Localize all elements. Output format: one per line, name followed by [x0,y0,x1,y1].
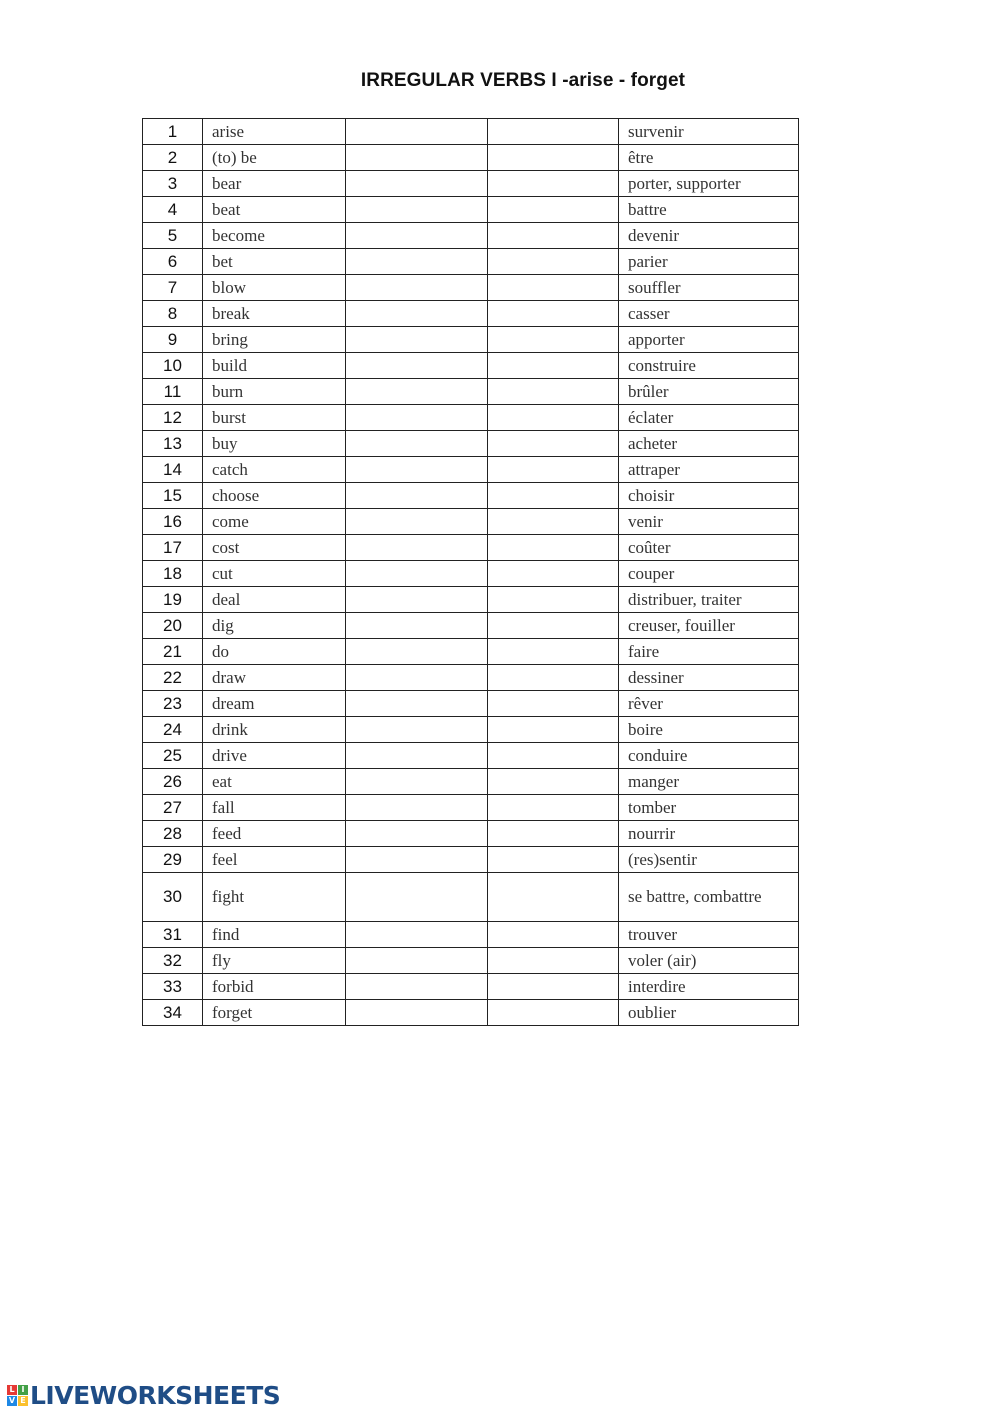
table-row [143,249,799,275]
french-translation: éclater [619,405,799,431]
past-participle-answer-cell[interactable] [488,769,619,795]
verb-number: 10 [143,353,203,379]
verb-number: 22 [143,665,203,691]
verb-number: 26 [143,769,203,795]
verb-infinitive: draw [203,665,346,691]
verb-infinitive: feed [203,821,346,847]
verb-number: 30 [143,873,203,922]
preterit-answer-cell[interactable] [346,197,488,223]
verb-infinitive: become [203,223,346,249]
verb-infinitive: come [203,509,346,535]
french-translation: couper [619,561,799,587]
brand-name: LIVEWORKSHEETS [30,1381,281,1410]
table-row [143,223,799,249]
verb-infinitive: dig [203,613,346,639]
past-participle-answer-cell[interactable] [488,145,619,171]
preterit-answer-cell[interactable] [346,922,488,948]
table-row [143,1000,799,1026]
table-row [143,197,799,223]
preterit-answer-cell[interactable] [346,535,488,561]
verb-number: 28 [143,821,203,847]
past-participle-answer-cell[interactable] [488,847,619,873]
table-row [143,922,799,948]
past-participle-answer-cell[interactable] [488,665,619,691]
verb-infinitive: buy [203,431,346,457]
verb-infinitive: do [203,639,346,665]
verb-infinitive: choose [203,483,346,509]
preterit-answer-cell[interactable] [346,795,488,821]
table-row [143,665,799,691]
preterit-answer-cell[interactable] [346,847,488,873]
verb-number: 23 [143,691,203,717]
verb-infinitive: (to) be [203,145,346,171]
french-translation: distribuer, traiter [619,587,799,613]
verb-infinitive: break [203,301,346,327]
verb-number: 6 [143,249,203,275]
french-translation: oublier [619,1000,799,1026]
preterit-answer-cell[interactable] [346,948,488,974]
french-translation: coûter [619,535,799,561]
verb-infinitive: catch [203,457,346,483]
verb-infinitive: burn [203,379,346,405]
past-participle-answer-cell[interactable] [488,821,619,847]
french-translation: creuser, fouiller [619,613,799,639]
verb-infinitive: blow [203,275,346,301]
french-translation: dessiner [619,665,799,691]
verb-infinitive: bear [203,171,346,197]
french-translation: boire [619,717,799,743]
preterit-answer-cell[interactable] [346,561,488,587]
past-participle-answer-cell[interactable] [488,327,619,353]
verb-number: 8 [143,301,203,327]
table-row [143,483,799,509]
past-participle-answer-cell[interactable] [488,301,619,327]
verb-number: 12 [143,405,203,431]
verb-infinitive: build [203,353,346,379]
verb-infinitive: find [203,922,346,948]
verb-infinitive: deal [203,587,346,613]
verb-number: 5 [143,223,203,249]
preterit-answer-cell[interactable] [346,743,488,769]
french-translation: acheter [619,431,799,457]
preterit-answer-cell[interactable] [346,873,488,922]
past-participle-answer-cell[interactable] [488,613,619,639]
past-participle-answer-cell[interactable] [488,249,619,275]
past-participle-answer-cell[interactable] [488,922,619,948]
verb-number: 3 [143,171,203,197]
past-participle-answer-cell[interactable] [488,743,619,769]
preterit-answer-cell[interactable] [346,431,488,457]
preterit-answer-cell[interactable] [346,821,488,847]
verb-infinitive: cost [203,535,346,561]
french-translation: conduire [619,743,799,769]
verb-number: 34 [143,1000,203,1026]
verb-number: 4 [143,197,203,223]
past-participle-answer-cell[interactable] [488,457,619,483]
verb-number: 16 [143,509,203,535]
table-row [143,327,799,353]
preterit-answer-cell[interactable] [346,301,488,327]
table-row [143,509,799,535]
page-title: IRREGULAR VERBS I -arise - forget [360,70,686,91]
verb-number: 9 [143,327,203,353]
table-row [143,743,799,769]
preterit-answer-cell[interactable] [346,145,488,171]
preterit-answer-cell[interactable] [346,613,488,639]
table-row [143,353,799,379]
french-translation: apporter [619,327,799,353]
table-row [143,457,799,483]
verb-infinitive: drink [203,717,346,743]
preterit-answer-cell[interactable] [346,457,488,483]
table-row [143,613,799,639]
past-participle-answer-cell[interactable] [488,974,619,1000]
french-translation: (res)sentir [619,847,799,873]
french-translation: parier [619,249,799,275]
table-row [143,145,799,171]
verb-infinitive: bet [203,249,346,275]
verb-infinitive: dream [203,691,346,717]
past-participle-answer-cell[interactable] [488,561,619,587]
preterit-answer-cell[interactable] [346,119,488,145]
preterit-answer-cell[interactable] [346,327,488,353]
french-translation: porter, supporter [619,171,799,197]
past-participle-answer-cell[interactable] [488,587,619,613]
past-participle-answer-cell[interactable] [488,873,619,922]
past-participle-answer-cell[interactable] [488,171,619,197]
verb-infinitive: forbid [203,974,346,1000]
french-translation: interdire [619,974,799,1000]
past-participle-answer-cell[interactable] [488,535,619,561]
french-translation: se battre, combattre [619,873,799,922]
french-translation: battre [619,197,799,223]
logo-grid-icon: L I V E [7,1385,28,1406]
table-row [143,821,799,847]
verb-number: 25 [143,743,203,769]
table-row [143,948,799,974]
preterit-answer-cell[interactable] [346,509,488,535]
preterit-answer-cell[interactable] [346,691,488,717]
table-row [143,717,799,743]
verb-number: 18 [143,561,203,587]
verb-number: 17 [143,535,203,561]
verb-infinitive: fall [203,795,346,821]
preterit-answer-cell[interactable] [346,223,488,249]
french-translation: trouver [619,922,799,948]
french-translation: attraper [619,457,799,483]
preterit-answer-cell[interactable] [346,665,488,691]
verb-number: 7 [143,275,203,301]
verb-number: 15 [143,483,203,509]
preterit-answer-cell[interactable] [346,275,488,301]
past-participle-answer-cell[interactable] [488,639,619,665]
verb-number: 20 [143,613,203,639]
table-row [143,847,799,873]
preterit-answer-cell[interactable] [346,587,488,613]
verb-number: 19 [143,587,203,613]
french-translation: rêver [619,691,799,717]
past-participle-answer-cell[interactable] [488,275,619,301]
verb-infinitive: arise [203,119,346,145]
past-participle-answer-cell[interactable] [488,1000,619,1026]
preterit-answer-cell[interactable] [346,171,488,197]
preterit-answer-cell[interactable] [346,974,488,1000]
table-row [143,974,799,1000]
verb-infinitive: beat [203,197,346,223]
preterit-answer-cell[interactable] [346,483,488,509]
table-row [143,405,799,431]
french-translation: construire [619,353,799,379]
verb-number: 33 [143,974,203,1000]
table-row [143,873,799,922]
past-participle-answer-cell[interactable] [488,197,619,223]
verb-infinitive: burst [203,405,346,431]
table-row [143,691,799,717]
french-translation: devenir [619,223,799,249]
table-row [143,119,799,145]
verb-number: 11 [143,379,203,405]
verb-number: 32 [143,948,203,974]
liveworksheets-logo [7,1381,280,1410]
past-participle-answer-cell[interactable] [488,119,619,145]
french-translation: choisir [619,483,799,509]
verbs-table [142,118,799,1026]
verb-number: 24 [143,717,203,743]
french-translation: casser [619,301,799,327]
preterit-answer-cell[interactable] [346,717,488,743]
french-translation: venir [619,509,799,535]
french-translation: nourrir [619,821,799,847]
past-participle-answer-cell[interactable] [488,379,619,405]
past-participle-answer-cell[interactable] [488,431,619,457]
past-participle-answer-cell[interactable] [488,483,619,509]
verb-number: 14 [143,457,203,483]
verb-infinitive: feel [203,847,346,873]
past-participle-answer-cell[interactable] [488,223,619,249]
preterit-answer-cell[interactable] [346,249,488,275]
table-row [143,587,799,613]
verb-number: 2 [143,145,203,171]
past-participle-answer-cell[interactable] [488,717,619,743]
preterit-answer-cell[interactable] [346,379,488,405]
verb-infinitive: forget [203,1000,346,1026]
verb-infinitive: bring [203,327,346,353]
table-row [143,795,799,821]
verb-infinitive: eat [203,769,346,795]
french-translation: voler (air) [619,948,799,974]
verb-infinitive: drive [203,743,346,769]
preterit-answer-cell[interactable] [346,1000,488,1026]
table-row [143,639,799,665]
past-participle-answer-cell[interactable] [488,948,619,974]
preterit-answer-cell[interactable] [346,639,488,665]
verb-number: 27 [143,795,203,821]
french-translation: manger [619,769,799,795]
french-translation: faire [619,639,799,665]
verb-number: 31 [143,922,203,948]
past-participle-answer-cell[interactable] [488,691,619,717]
verb-number: 21 [143,639,203,665]
table-row [143,431,799,457]
french-translation: brûler [619,379,799,405]
preterit-answer-cell[interactable] [346,769,488,795]
verb-number: 13 [143,431,203,457]
past-participle-answer-cell[interactable] [488,795,619,821]
french-translation: tomber [619,795,799,821]
past-participle-answer-cell[interactable] [488,353,619,379]
table-row [143,769,799,795]
french-translation: souffler [619,275,799,301]
verb-infinitive: fly [203,948,346,974]
verb-number: 29 [143,847,203,873]
table-row [143,171,799,197]
past-participle-answer-cell[interactable] [488,509,619,535]
french-translation: survenir [619,119,799,145]
table-row [143,379,799,405]
preterit-answer-cell[interactable] [346,405,488,431]
verb-infinitive: fight [203,873,346,922]
table-row [143,275,799,301]
table-row [143,561,799,587]
table-row [143,535,799,561]
verb-infinitive: cut [203,561,346,587]
preterit-answer-cell[interactable] [346,353,488,379]
french-translation: être [619,145,799,171]
verb-number: 1 [143,119,203,145]
table-row [143,301,799,327]
past-participle-answer-cell[interactable] [488,405,619,431]
